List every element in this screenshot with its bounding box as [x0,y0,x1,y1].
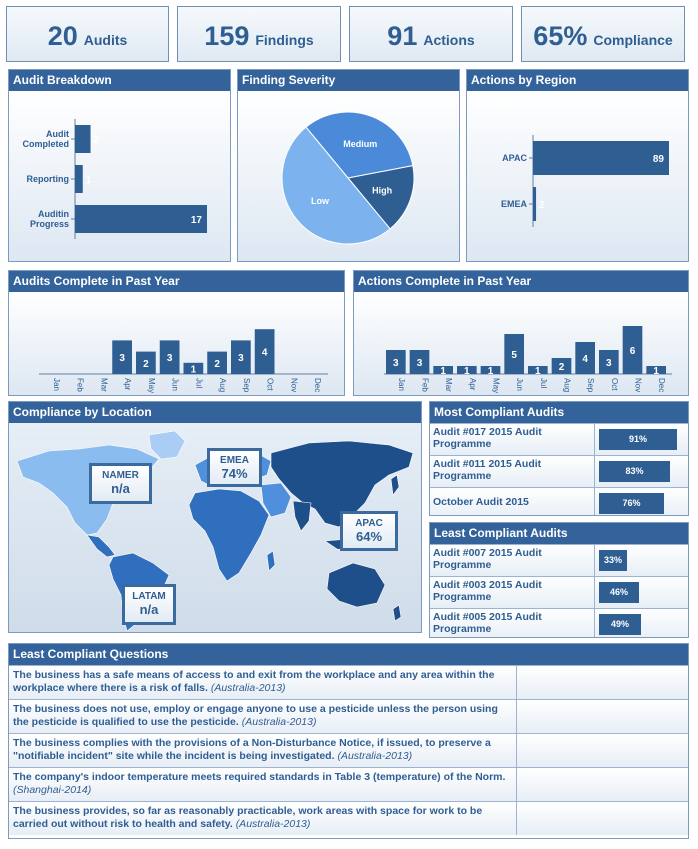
panel-title: Most Compliant Audits [430,402,688,423]
bar-cell [594,545,689,576]
value-label: 3 [166,353,173,365]
region-value: 74% [221,466,248,481]
chart-area [238,91,459,261]
kpi-compliance[interactable] [521,6,685,62]
bar-cell [594,609,689,638]
chart-area [467,91,688,261]
question-source: (Shanghai-2014) [13,784,92,796]
value-label: 17 [190,215,202,226]
question-value-cell [516,734,517,767]
kpi-label: Audits [83,32,128,48]
callout-emea[interactable] [207,448,262,487]
compliance-bar: 91% [599,429,677,450]
month-label: Feb [420,378,430,392]
value-label: 2 [539,200,545,211]
region-value: n/a [139,602,159,617]
central-america-shape [87,535,115,557]
month-label: May [491,378,501,394]
madagascar-shape [267,551,275,571]
actions-region-chart [467,91,688,261]
compliance-bar: 83% [599,461,670,482]
question-source: (Australia-2013) [337,750,413,762]
audits-complete-panel [8,270,345,396]
india-shape [293,501,311,531]
value-label: 6 [629,346,636,357]
month-label: Oct [609,378,619,391]
question-value-cell [516,700,517,733]
question-row[interactable] [9,801,688,835]
kpi-value: 65% [533,21,588,51]
question-source: (Australia-2013) [235,818,311,830]
question-row[interactable] [9,733,688,767]
question-text: The business provides, so far as reasonably practicable, work areas with space for work to be carried out without risk to health and safety. (Australia-2013) [13,805,483,830]
value-label: 1 [440,366,446,377]
actions-complete-panel [353,270,689,396]
value-label: 2 [143,358,149,370]
greenland-shape [149,431,185,459]
compliance-bar: 33% [599,550,627,571]
question-row[interactable] [9,699,688,733]
value-label: 3 [238,353,244,365]
question-value-cell [516,802,517,835]
kpi-actions[interactable] [349,6,513,62]
question-text: The business does not use, employ or engage anyone to use a pesticide unless the person using the pesticide is qualified to use the pesticide. (Australia-2013) [13,703,498,728]
month-label: Jul [538,378,548,389]
kpi-findings[interactable] [177,6,341,62]
kpi-label: Findings [255,32,314,48]
least-compliant-panel [429,522,689,638]
value-label: 1 [190,364,197,376]
value-label: 3 [606,358,612,369]
category-label: Audit [46,129,69,139]
audit-name: October Audit 2015 [433,496,529,508]
map-area [9,423,421,632]
panel-title: Audit Breakdown [9,70,230,91]
question-value-cell [516,666,517,699]
value-label: 1 [464,366,470,377]
audits-complete-chart [9,292,344,395]
month-label: Jul [194,378,204,389]
category-label: Reporting [26,174,69,184]
list-item[interactable] [430,608,688,638]
chart-area [354,292,688,395]
month-label: Jun [170,378,180,391]
audit-name: Audit #017 2015 Audit Programme [433,426,542,450]
month-label: Mar [444,378,454,392]
panel-title: Audits Complete in Past Year [9,271,344,292]
question-row[interactable] [9,665,688,699]
kpi-value: 20 [47,21,78,51]
audit-name: Audit #011 2015 Audit Programme [433,458,542,482]
region-name: LATAM [132,591,166,602]
month-label: Feb [75,378,85,392]
value-label: 1 [653,366,659,377]
question-row[interactable] [9,767,688,801]
value-label: 89 [652,154,664,165]
value-label: 5 [511,350,517,361]
value-label: 2 [214,358,220,370]
compliance-map-panel [8,401,422,633]
region-value: n/a [111,481,130,496]
least-compliant-list [430,544,688,638]
kpi-label: Compliance [593,32,673,48]
list-item[interactable] [430,544,688,576]
japan-shape [391,475,399,495]
compliance-bar: 46% [599,582,639,603]
month-label: Oct [265,378,275,391]
slice-label: Medium [343,138,378,149]
panel-title: Actions by Region [467,70,688,91]
most-compliant-list [430,423,688,516]
panel-title: Least Compliant Audits [430,523,688,544]
month-label: Aug [218,378,228,393]
compliance-bar: 76% [599,493,664,514]
month-label: Jan [51,378,61,391]
kpi-value: 159 [204,21,250,51]
audit-name: Audit #005 2015 Audit Programme [433,611,542,635]
panel-title: Least Compliant Questions [9,644,688,665]
region-name: EMEA [220,455,249,466]
question-source: (Australia-2013) [241,716,317,728]
category-label: APAC [502,153,527,163]
question-text: The business has a safe means of access to and exit from the workplace and any area within the workplace where there is a risk of falls. (Australia-2013) [13,669,495,694]
month-label: Dec [313,378,323,393]
category-label: EMEA [500,199,527,209]
bar [533,141,669,175]
value-label: 4 [261,347,268,359]
audit-name: Audit #003 2015 Audit Programme [433,579,542,603]
finding-severity-chart [238,91,459,261]
most-compliant-panel [429,401,689,516]
new-zealand-shape [393,605,401,621]
panel-title: Finding Severity [238,70,459,91]
value-label: 1 [487,366,494,377]
month-label: Aug [562,378,572,393]
bar [533,187,536,221]
finding-severity-panel [237,69,460,262]
bar-cell [594,424,689,455]
month-label: Dec [657,378,667,393]
audit-breakdown-panel [8,69,231,262]
bar [75,205,207,233]
slice-label: Low [311,196,330,207]
actions-complete-chart [354,292,688,395]
callout-namer[interactable] [89,463,152,504]
month-label: Apr [467,378,477,391]
panel-title: Compliance by Location [9,402,421,423]
question-source: (Australia-2013) [210,682,286,694]
bar-cell [594,456,689,487]
value-label: 3 [416,358,423,369]
month-label: Sep [241,378,251,393]
category-label: Auditin [38,209,69,219]
slice-label: High [372,185,393,196]
bar-cell [594,577,689,608]
compliance-bar: 49% [599,614,641,635]
bar-cell [594,488,689,516]
value-label: 1 [85,175,92,186]
question-text: The company's indoor temperature meets required standards in Table 3 (temperature) of the Norm. (Shanghai-2014) [13,771,506,796]
region-name: NAMER [102,470,139,481]
value-label: 4 [582,354,588,365]
chart-area [9,292,344,395]
category-label: Progress [29,219,69,229]
region-name: APAC [355,518,383,529]
kpi-audits[interactable] [6,6,169,62]
month-label: Nov [289,378,299,393]
kpi-label: Actions [423,32,475,48]
audit-name: Audit #007 2015 Audit Programme [433,547,542,571]
least-compliant-questions-panel [8,643,689,839]
value-label: 1 [535,366,541,377]
callout-latam[interactable] [122,584,176,625]
list-item[interactable] [430,576,688,608]
month-label: Jan [396,378,406,391]
list-item[interactable] [430,423,688,455]
value-label: 2 [558,362,565,373]
callout-apac[interactable] [340,511,398,551]
list-item[interactable] [430,455,688,487]
map-region-emea-africa[interactable] [189,489,269,581]
month-label: Nov [633,378,643,393]
value-label: 2 [93,135,100,146]
panel-title: Actions Complete in Past Year [354,271,688,292]
kpi-value: 91 [387,21,418,51]
month-label: Sep [586,378,596,393]
audit-breakdown-chart [9,91,230,261]
bar [75,125,91,153]
value-label: 3 [393,358,399,369]
region-value: 64% [355,529,383,544]
list-item[interactable] [430,487,688,516]
question-value-cell [516,768,517,801]
month-label: Mar [99,378,109,392]
month-label: Apr [123,378,133,391]
chart-area [9,91,230,261]
month-label: May [146,378,156,394]
question-text: The business complies with the provisions of a Non-Disturbance Notice, if issued, to preserve a "notifiable incident" site while the incident is being investigated. (Australia-2013) [13,737,491,762]
value-label: 3 [119,353,125,365]
actions-region-panel [466,69,689,262]
australia-shape [327,563,385,607]
month-label: Jun [515,378,525,391]
category-label: Completed [22,139,69,149]
bar [75,165,83,193]
